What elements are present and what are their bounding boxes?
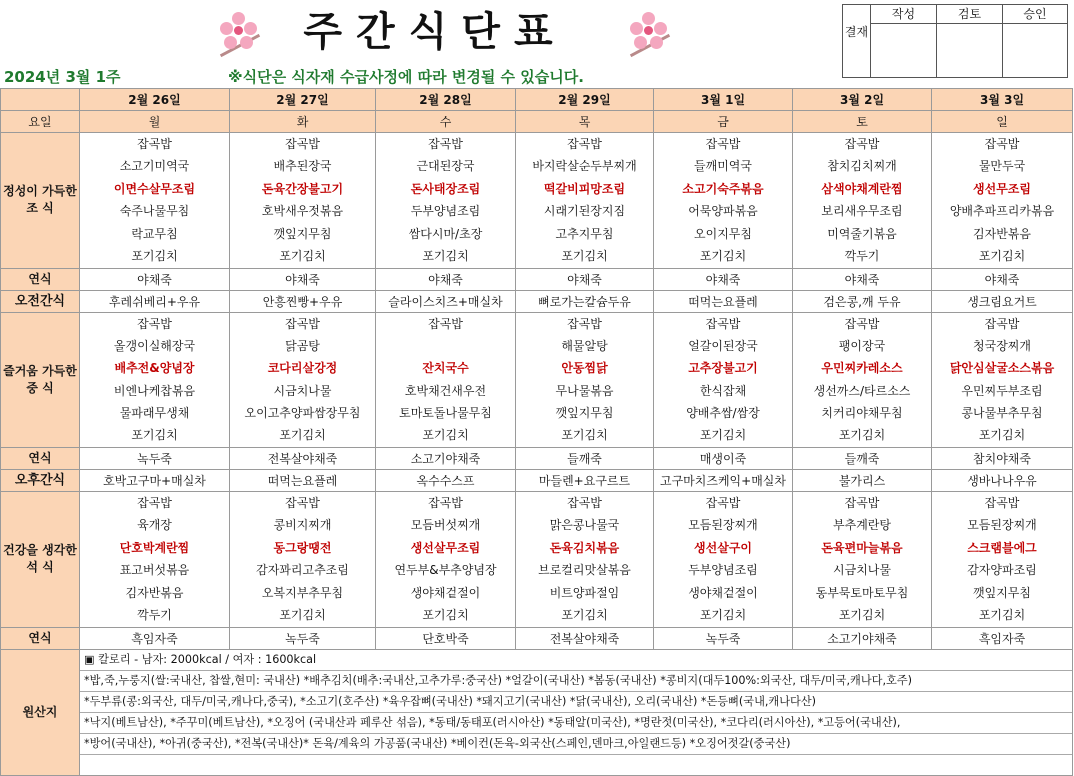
origin-line: *밥,죽,누룽지(쌀:국내산, 찹쌀,현미: 국내산) *배추김치(배추:국내산,고추가루:중국산) *얼갈이(국내산) *봄동(국내산) *콩비지(대두100%:외국산, 대두/미국,캐나다,호주) xyxy=(80,671,1072,692)
menu-item: 포기김치 xyxy=(422,428,469,443)
day-cell: 목 xyxy=(516,111,654,133)
date-cell: 3월 3일 xyxy=(932,89,1073,111)
dinner-row xyxy=(1,492,1073,628)
menu-item: 포기김치 xyxy=(279,607,326,622)
menu-item: 호박채건새우전 xyxy=(404,383,487,398)
menu-item: 감자양파조림 xyxy=(967,563,1037,578)
menu-item: 배추된장국 xyxy=(273,159,332,174)
menu-item: 물파래무생채 xyxy=(119,406,190,421)
menu-item: 돈사태장조림 xyxy=(410,181,481,196)
menu-item: 잡곡밥 xyxy=(137,137,172,151)
menu-item: 오복지부추무침 xyxy=(261,585,344,600)
menu-item: 연두부&부추양념장 xyxy=(394,563,497,578)
menu-item: 포기김치 xyxy=(279,428,326,443)
menu-item: 소고기숙주볶음 xyxy=(682,181,764,196)
menu-item: 삼색야채계란찜 xyxy=(821,181,903,196)
menu-item: 야채죽 xyxy=(376,268,516,290)
menu-item: 비트양파절임 xyxy=(549,585,620,600)
day-cell: 일 xyxy=(932,111,1073,133)
menu-item: 모듬된장찌개 xyxy=(688,518,758,533)
menu-item: 녹두죽 xyxy=(654,627,793,649)
meal-cell xyxy=(376,133,516,269)
menu-item: 포기김치 xyxy=(561,248,608,263)
porridge1-row xyxy=(1,268,1073,290)
menu-item: 매생이죽 xyxy=(654,448,793,470)
approval-col-review[interactable]: 검토 xyxy=(937,5,1003,77)
menu-item: 단호박죽 xyxy=(376,627,516,649)
menu-notice: ※식단은 식자재 수급사정에 따라 변경될 수 있습니다. xyxy=(228,68,584,86)
menu-item: 모듬된장찌개 xyxy=(967,518,1037,533)
menu-item: 양배추쌈/쌈장 xyxy=(686,406,760,421)
menu-item: 검은콩,깨 두유 xyxy=(793,290,932,312)
menu-item: 브로컬리맛살볶음 xyxy=(538,563,631,578)
menu-item: 흑임자죽 xyxy=(932,627,1073,649)
menu-item: 잔치국수 xyxy=(422,361,469,376)
origin-line: ▣ 칼로리 - 남자: 2000kcal / 여자 : 1600kcal xyxy=(80,650,1072,671)
menu-item: 락교무침 xyxy=(131,226,178,241)
porridge1-label: 연식 xyxy=(1,268,80,290)
origin-line: *방어(국내산), *아귀(중국산), *전복(국내산)* 돈육/계육의 가공품(국내산) *베이컨(돈육-외국산(스페인,덴마크,아일랜드등) *오징어젓갈(중국산) xyxy=(80,734,1072,755)
menu-item: 녹두죽 xyxy=(80,448,230,470)
meal-cell xyxy=(516,312,654,448)
porridge2-row xyxy=(1,448,1073,470)
menu-item: 깻잎지무침 xyxy=(555,406,614,421)
menu-item: 후레쉬베리+우유 xyxy=(80,290,230,312)
week-label: 2024년 3월 1주 xyxy=(4,68,121,86)
snack_am-row xyxy=(1,290,1073,312)
menu-item: 포기김치 xyxy=(838,607,886,622)
day-cell: 화 xyxy=(230,111,376,133)
menu-item: 불가리스 xyxy=(793,470,932,492)
menu-item: 생야채겉절이 xyxy=(410,585,481,600)
origin-row xyxy=(1,649,1073,775)
menu-item: 포기김치 xyxy=(978,248,1026,263)
menu-item: 한식잡채 xyxy=(699,383,747,398)
menu-item: 김자반볶음 xyxy=(973,226,1031,241)
meal-cell xyxy=(793,312,932,448)
menu-item: 깻잎지무침 xyxy=(973,585,1031,600)
menu-item: 돈육김치볶음 xyxy=(549,540,620,555)
origin-line: *두부류(콩:외국산, 대두/미국,캐나다,중국), *소고기(호주산) *육우잡뼈(국내산) *돼지고기(국내산) *닭(국내산), 오리(국내산) *돈등뼈(국내,캐나다산) xyxy=(80,692,1072,713)
menu-item: 잡곡밥 xyxy=(285,137,320,151)
menu-item: 옥수수스프 xyxy=(376,470,516,492)
menu-item: 야채죽 xyxy=(516,268,654,290)
origin-info xyxy=(80,649,1073,775)
menu-item: 잡곡밥 xyxy=(844,137,880,151)
menu-item: 고추장불고기 xyxy=(688,361,758,376)
meal-cell xyxy=(516,133,654,269)
menu-item: 부추계란탕 xyxy=(833,518,891,533)
menu-item: 두부양념조림 xyxy=(688,563,758,578)
menu-item: 물만두국 xyxy=(978,159,1026,174)
menu-item: 잡곡밥 xyxy=(285,316,320,331)
menu-item: 포기김치 xyxy=(838,428,886,443)
day-header-label: 요일 xyxy=(1,111,80,133)
meal-cell xyxy=(80,312,230,448)
menu-item: 생바나나우유 xyxy=(932,470,1073,492)
menu-item: 잡곡밥 xyxy=(984,137,1020,151)
date-cell: 3월 2일 xyxy=(793,89,932,111)
menu-item: 잡곡밥 xyxy=(567,137,602,151)
menu-item: 잡곡밥 xyxy=(428,137,463,151)
menu-item: 콩나물부추무침 xyxy=(961,406,1043,421)
menu-item: 들깨죽 xyxy=(516,448,654,470)
menu-item: 호박고구마+매실차 xyxy=(80,470,230,492)
menu-item: 잡곡밥 xyxy=(844,496,880,510)
meal-cell xyxy=(516,492,654,628)
menu-item: 김자반볶음 xyxy=(125,585,184,600)
menu-item: 닭안심살굴소스볶음 xyxy=(949,361,1055,376)
menu-item: 잡곡밥 xyxy=(567,316,602,331)
menu-item: 우민찌카레소스 xyxy=(821,361,903,376)
menu-item: 안흥찐빵+우유 xyxy=(230,290,376,312)
blossom-right-decoration xyxy=(622,4,678,60)
meal-cell xyxy=(80,492,230,628)
menu-item: 팽이장국 xyxy=(838,338,886,353)
meal-cell xyxy=(932,492,1073,628)
menu-item xyxy=(376,335,515,357)
origin-label: 원산지 xyxy=(1,649,80,775)
menu-item: 생야채겉절이 xyxy=(688,585,758,600)
menu-item: 야채죽 xyxy=(230,268,376,290)
menu-item: 시래기된장지짐 xyxy=(543,204,626,219)
menu-item: 떠먹는요플레 xyxy=(230,470,376,492)
breakfast-row xyxy=(1,133,1073,269)
menu-item: 잡곡밥 xyxy=(984,496,1020,510)
menu-item: 무나물볶음 xyxy=(555,383,614,398)
menu-item: 포기김치 xyxy=(561,428,608,443)
menu-item: 단호박계란찜 xyxy=(119,540,190,555)
menu-item: 슬라이스치즈+매실차 xyxy=(376,290,516,312)
menu-item: 해물알탕 xyxy=(561,338,608,353)
menu-item: 어묵양파볶음 xyxy=(688,204,758,219)
menu-item: 미역줄기볶음 xyxy=(827,226,897,241)
menu-item: 콩비지찌개 xyxy=(273,518,332,533)
approval-box xyxy=(842,4,1068,78)
meal-cell xyxy=(230,312,376,448)
menu-item: 생크림요거트 xyxy=(932,290,1073,312)
menu-item: 들깨미역국 xyxy=(694,159,752,174)
date-cell: 2월 29일 xyxy=(516,89,654,111)
meal-cell xyxy=(654,492,793,628)
meal-cell xyxy=(230,133,376,269)
menu-item: 참치야채죽 xyxy=(932,448,1073,470)
menu-item: 닭곰탕 xyxy=(285,338,320,353)
menu-item: 마들렌+요구르트 xyxy=(516,470,654,492)
menu-item: 포기김치 xyxy=(422,607,469,622)
origin-line xyxy=(80,755,1072,775)
menu-item: 뼈로가는칼슘두유 xyxy=(516,290,654,312)
dinner-label: 건강을 생각한 석 식 xyxy=(1,492,80,628)
day-cell: 월 xyxy=(80,111,230,133)
meal-cell xyxy=(654,133,793,269)
breakfast-label: 정성이 가득한 조 식 xyxy=(1,133,80,269)
menu-item: 전복살야채죽 xyxy=(516,627,654,649)
menu-item: 배추전&양념장 xyxy=(114,361,195,376)
menu-item: 코다리살강정 xyxy=(267,361,338,376)
origin-line: *낙지(베트남산), *주꾸미(베트남산), *오징어 (국내산과 페루산 섞음), *동태/동태포(러시아산) *동태알(미국산), *명란젓(미국산), *코다리(러시아산), *고등어(국내산), xyxy=(80,713,1072,734)
menu-item: 보리새우무조림 xyxy=(821,204,903,219)
menu-item: 포기김치 xyxy=(978,428,1026,443)
snack_pm-row xyxy=(1,470,1073,492)
menu-item: 생선살무조림 xyxy=(410,540,481,555)
menu-item: 야채죽 xyxy=(793,268,932,290)
menu-item: 쌈다시마/초장 xyxy=(408,226,483,241)
date-header-row xyxy=(1,89,1073,111)
date-cell: 2월 26일 xyxy=(80,89,230,111)
menu-item: 잡곡밥 xyxy=(137,316,172,331)
snack_am-label: 오전간식 xyxy=(1,290,80,312)
menu-item: 잡곡밥 xyxy=(567,496,602,510)
menu-item: 잡곡밥 xyxy=(705,496,741,510)
menu-item: 소고기야채죽 xyxy=(376,448,516,470)
date-cell: 2월 27일 xyxy=(230,89,376,111)
menu-item: 감자꽈리고추조림 xyxy=(256,563,349,578)
menu-item: 호박새우젓볶음 xyxy=(261,204,344,219)
menu-item: 생선살구이 xyxy=(694,540,752,555)
menu-item: 스크램블에그 xyxy=(967,540,1037,555)
menu-item: 생선까스/타르소스 xyxy=(813,383,911,398)
day-header-row xyxy=(1,111,1073,133)
weekly-menu-table xyxy=(0,88,1073,776)
lunch-row xyxy=(1,312,1073,448)
lunch-label: 즐거움 가득한 중 식 xyxy=(1,312,80,448)
menu-item: 포기김치 xyxy=(699,607,747,622)
menu-item: 근대된장국 xyxy=(416,159,475,174)
porridge2-label: 연식 xyxy=(1,448,80,470)
menu-item: 잡곡밥 xyxy=(285,496,320,510)
menu-item: 잡곡밥 xyxy=(705,316,741,331)
menu-item: 우민찌두부조림 xyxy=(961,383,1043,398)
menu-item: 포기김치 xyxy=(699,428,747,443)
menu-item: 떡갈비피망조림 xyxy=(543,181,626,196)
menu-item: 야채죽 xyxy=(80,268,230,290)
meal-cell xyxy=(932,312,1073,448)
menu-item: 동그랑땡전 xyxy=(273,540,332,555)
day-cell: 금 xyxy=(654,111,793,133)
meal-cell xyxy=(654,312,793,448)
approval-col-write[interactable]: 작성 xyxy=(871,5,937,77)
menu-item: 올갱이실해장국 xyxy=(113,338,196,353)
menu-item: 깍두기 xyxy=(137,607,172,622)
menu-item: 맑은콩나물국 xyxy=(549,518,620,533)
menu-item: 야채죽 xyxy=(654,268,793,290)
meal-cell xyxy=(80,133,230,269)
page-title: 주간식단표 xyxy=(303,9,567,55)
menu-item: 떠먹는요플레 xyxy=(654,290,793,312)
porridge3-label: 연식 xyxy=(1,627,80,649)
menu-item: 포기김치 xyxy=(279,248,326,263)
meal-cell xyxy=(376,492,516,628)
menu-item: 토마토돌나물무침 xyxy=(399,406,492,421)
approval-side-label: 결재 xyxy=(843,5,871,77)
menu-item: 포기김치 xyxy=(131,248,178,263)
snack_pm-label: 오후간식 xyxy=(1,470,80,492)
meal-cell xyxy=(230,492,376,628)
corner-cell xyxy=(1,89,80,111)
menu-item: 잡곡밥 xyxy=(137,496,172,510)
menu-item: 포기김치 xyxy=(561,607,608,622)
menu-item: 전복살야채죽 xyxy=(230,448,376,470)
menu-item: 깍두기 xyxy=(844,248,880,263)
menu-item: 들깨죽 xyxy=(793,448,932,470)
approval-col-approve[interactable]: 승인 xyxy=(1003,5,1067,77)
menu-item: 이면수살무조림 xyxy=(113,181,196,196)
menu-item: 표고버섯볶음 xyxy=(119,563,190,578)
meal-cell xyxy=(793,492,932,628)
menu-item: 잡곡밥 xyxy=(428,316,463,331)
menu-item: 시금치나물 xyxy=(273,383,332,398)
menu-item: 양배추파프리카볶음 xyxy=(949,204,1055,219)
menu-item: 얼갈이된장국 xyxy=(688,338,758,353)
blossom-left-decoration xyxy=(212,4,268,60)
menu-item: 두부양념조림 xyxy=(410,204,481,219)
menu-item: 바지락살순두부찌개 xyxy=(532,159,637,174)
date-cell: 3월 1일 xyxy=(654,89,793,111)
menu-item: 숙주나물무침 xyxy=(119,204,190,219)
menu-item: 고구마치즈케익+매실차 xyxy=(654,470,793,492)
menu-item: 소고기야채죽 xyxy=(793,627,932,649)
menu-item: 포기김치 xyxy=(422,248,469,263)
menu-item: 돈육간장불고기 xyxy=(261,181,344,196)
menu-item: 시금치나물 xyxy=(833,563,891,578)
day-cell: 토 xyxy=(793,111,932,133)
menu-item: 오이지무침 xyxy=(694,226,752,241)
day-cell: 수 xyxy=(376,111,516,133)
meal-cell xyxy=(376,312,516,448)
menu-item: 동부묵토마토무침 xyxy=(815,585,909,600)
date-cell: 2월 28일 xyxy=(376,89,516,111)
menu-item: 포기김치 xyxy=(699,248,747,263)
menu-item: 잡곡밥 xyxy=(984,316,1020,331)
menu-item: 참치김치찌개 xyxy=(827,159,897,174)
menu-item: 잡곡밥 xyxy=(844,316,880,331)
menu-item: 안동찜닭 xyxy=(561,361,608,376)
menu-item: 잡곡밥 xyxy=(705,137,741,151)
menu-item: 깻잎지무침 xyxy=(273,226,332,241)
menu-item: 청국장찌개 xyxy=(973,338,1031,353)
menu-item: 생선무조림 xyxy=(973,181,1031,196)
menu-item: 야채죽 xyxy=(932,268,1073,290)
menu-item: 잡곡밥 xyxy=(428,496,463,510)
porridge3-row xyxy=(1,627,1073,649)
menu-item: 소고기미역국 xyxy=(119,159,190,174)
meal-cell xyxy=(932,133,1073,269)
menu-item: 오이고추양파쌈장무침 xyxy=(244,406,361,421)
menu-item: 비엔나케찹볶음 xyxy=(113,383,196,398)
menu-item: 육개장 xyxy=(137,518,172,533)
meal-cell xyxy=(793,133,932,269)
menu-item: 돈육편마늘볶음 xyxy=(821,540,903,555)
menu-item: 흑임자죽 xyxy=(80,627,230,649)
menu-item: 모듬버섯찌개 xyxy=(410,518,481,533)
menu-item: 녹두죽 xyxy=(230,627,376,649)
menu-item: 포기김치 xyxy=(131,428,178,443)
menu-item: 고추지무침 xyxy=(555,226,614,241)
menu-item: 치커리야채무침 xyxy=(821,406,903,421)
menu-item: 포기김치 xyxy=(978,607,1026,622)
